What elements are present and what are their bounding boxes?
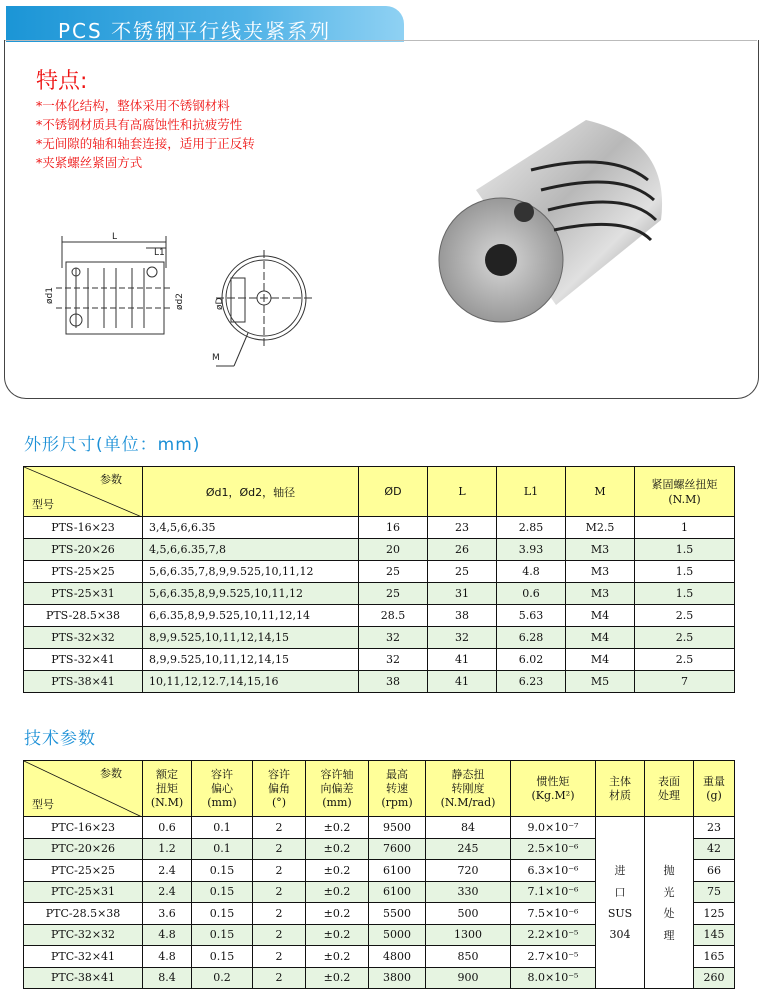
table-cell: 7.5×10⁻⁶ [511,903,596,925]
material-cell: 304 [596,924,645,946]
col-header: 主体 材质 [596,761,645,817]
col-header: 容许 偏角 (°) [253,761,306,817]
table-cell: 4,5,6,6.35,7,8 [143,539,359,561]
table-cell: 25 [359,583,428,605]
table-cell: 1 [635,517,735,539]
table-cell: 1.2 [143,838,192,860]
table-cell: PTS-28.5×38 [24,605,143,627]
table-cell: 38 [359,671,428,693]
table-cell: 7 [635,671,735,693]
table-row [24,881,735,903]
table-cell: 6.23 [497,671,566,693]
table-cell: 2.5 [635,605,735,627]
table-cell: 2.4 [143,860,192,882]
table-cell: PTC-32×32 [24,924,143,946]
table-cell: M2.5 [566,517,635,539]
dim-label-d2: ød2 [175,293,185,310]
table-cell: 20 [359,539,428,561]
surface-cell: 处 [645,903,694,925]
table-cell: 8,9,9.525,10,11,12,14,15 [143,649,359,671]
dim-label-l: L [112,232,118,242]
table-cell: 2.5×10⁻⁶ [511,838,596,860]
table-cell: PTC-38×41 [24,967,143,989]
table-cell: 75 [694,881,735,903]
table-cell: PTC-25×25 [24,860,143,882]
table-cell: 28.5 [359,605,428,627]
table-cell: 4.8 [497,561,566,583]
table-cell: 9500 [369,817,426,839]
table-row [24,561,735,583]
table-cell: 3.93 [497,539,566,561]
table-row [24,605,735,627]
table-cell: 6,6.35,8,9,9.525,10,11,12,14 [143,605,359,627]
material-cell [596,946,645,968]
col-header: L [428,467,497,517]
table-cell: ±0.2 [306,903,369,925]
table-cell: 2 [253,924,306,946]
col-header: M [566,467,635,517]
table-cell: PTC-20×26 [24,838,143,860]
table-cell: PTS-20×26 [24,539,143,561]
table-cell: 0.15 [192,860,253,882]
table-cell: 66 [694,860,735,882]
dimensions-title: 外形尺寸(单位：mm) [24,435,201,455]
features-list [36,96,255,172]
dim-label-m: M [212,353,220,363]
col-header: ØD [359,467,428,517]
table-cell: 2.85 [497,517,566,539]
col-header: 惯性矩 (Kg.M²) [511,761,596,817]
table-cell: 2 [253,903,306,925]
table-cell: 41 [428,649,497,671]
table-cell: 38 [428,605,497,627]
table-row [24,967,735,989]
table-cell: 32 [359,627,428,649]
table-row [24,860,735,882]
tech-title: 技术参数 [24,729,96,749]
table-cell: 10,11,12,12.7,14,15,16 [143,671,359,693]
table-cell: 1.5 [635,561,735,583]
table-cell: 7.1×10⁻⁶ [511,881,596,903]
table-cell: 900 [426,967,511,989]
table-row [24,517,735,539]
table-cell: 2 [253,946,306,968]
surface-cell: 抛 [645,860,694,882]
table-cell: 26 [428,539,497,561]
table-cell: 0.6 [143,817,192,839]
table-row [24,649,735,671]
table-cell: 125 [694,903,735,925]
table-cell: 25 [428,561,497,583]
table-cell: PTC-32×41 [24,946,143,968]
surface-cell [645,817,694,839]
col-header: 紧固螺丝扭矩 (N.M) [635,467,735,517]
material-cell: SUS [596,903,645,925]
table-cell: 6.28 [497,627,566,649]
table-row [24,924,735,946]
table-cell: M5 [566,671,635,693]
table-cell: 23 [428,517,497,539]
dim-label-D: øD [215,297,225,310]
table-cell: PTS-25×31 [24,583,143,605]
table-cell: 2 [253,881,306,903]
table-cell: 850 [426,946,511,968]
table-cell: 25 [359,561,428,583]
table-cell: PTS-38×41 [24,671,143,693]
table-cell: 2 [253,967,306,989]
tech-table [23,760,735,989]
table-cell: 32 [428,627,497,649]
table-cell: 720 [426,860,511,882]
table-cell: ±0.2 [306,881,369,903]
table-cell: 0.6 [497,583,566,605]
table-cell: 2 [253,838,306,860]
table-cell: 0.15 [192,903,253,925]
table-cell: 330 [426,881,511,903]
table-cell: ±0.2 [306,860,369,882]
feature-item: *一体化结构，整体采用不锈钢材料 [36,98,230,113]
table-cell: 1.5 [635,583,735,605]
table-cell: 2 [253,817,306,839]
table-cell: 84 [426,817,511,839]
table-cell: 4.8 [143,946,192,968]
table-cell: 0.15 [192,924,253,946]
col-header: 容许 偏心 (mm) [192,761,253,817]
surface-cell [645,946,694,968]
table-cell: 3,4,5,6,6.35 [143,517,359,539]
table-cell: 6.3×10⁻⁶ [511,860,596,882]
table-cell: 2.7×10⁻⁵ [511,946,596,968]
table-cell: 6100 [369,881,426,903]
col-header: 容许轴 向偏差 (mm) [306,761,369,817]
table-cell: 2.5 [635,649,735,671]
material-cell: 口 [596,881,645,903]
feature-item: *夹紧螺丝紧固方式 [36,155,143,170]
corner-header: 参数 型号 [24,467,143,517]
table-row [24,946,735,968]
table-cell: 9.0×10⁻⁷ [511,817,596,839]
table-cell: 5500 [369,903,426,925]
dimensions-table [23,466,735,693]
table-cell: M3 [566,583,635,605]
table-cell: 245 [426,838,511,860]
table-cell: 1.5 [635,539,735,561]
table-row [24,817,735,839]
table-cell: PTC-28.5×38 [24,903,143,925]
table-cell: M4 [566,605,635,627]
table-cell: 8,9,9.525,10,11,12,14,15 [143,627,359,649]
table-cell: 0.2 [192,967,253,989]
surface-cell [645,838,694,860]
col-header: 额定 扭矩 (N.M) [143,761,192,817]
table-cell: 3.6 [143,903,192,925]
table-cell: M3 [566,561,635,583]
table-cell: 6.02 [497,649,566,671]
col-header: Ød1，Ød2，轴径 [143,467,359,517]
surface-cell: 光 [645,881,694,903]
table-cell: 5.63 [497,605,566,627]
table-cell: 260 [694,967,735,989]
table-row [24,903,735,925]
table-cell: PTC-16×23 [24,817,143,839]
features-title: 特点: [36,69,88,94]
table-cell: 0.15 [192,881,253,903]
feature-item: *不锈钢材质具有高腐蚀性和抗疲劳性 [36,117,243,132]
table-cell: PTS-25×25 [24,561,143,583]
table-cell: 2 [253,860,306,882]
table-cell: 8.4 [143,967,192,989]
material-cell: 进 [596,860,645,882]
header-banner [6,6,404,42]
material-cell [596,967,645,989]
table-cell: 2.5 [635,627,735,649]
table-cell: PTS-32×41 [24,649,143,671]
table-cell: 5,6,6.35,8,9,9.525,10,11,12 [143,583,359,605]
table-cell: 41 [428,671,497,693]
col-header: 表面 处理 [645,761,694,817]
table-cell: ±0.2 [306,838,369,860]
surface-cell [645,967,694,989]
table-cell: 31 [428,583,497,605]
table-row [24,838,735,860]
table-cell: 0.1 [192,838,253,860]
table-cell: 4.8 [143,924,192,946]
table-row [24,539,735,561]
table-cell: 0.15 [192,946,253,968]
table-row [24,671,735,693]
table-row [24,583,735,605]
col-header: 静态扭 转刚度 (N.M/rad) [426,761,511,817]
table-row [24,627,735,649]
table-cell: 32 [359,649,428,671]
table-cell: 5,6,6.35,7,8,9,9.525,10,11,12 [143,561,359,583]
table-cell: 0.1 [192,817,253,839]
page-title: PCS 不锈钢平行线夹紧系列 [58,19,332,43]
table-cell: PTS-32×32 [24,627,143,649]
table-cell: 2.4 [143,881,192,903]
col-header: L1 [497,467,566,517]
table-cell: ±0.2 [306,967,369,989]
table-cell: 6100 [369,860,426,882]
table-cell: 7600 [369,838,426,860]
table-cell: 2.2×10⁻⁵ [511,924,596,946]
table-cell: PTC-25×31 [24,881,143,903]
feature-item: *无间隙的轴和轴套连接，适用于正反转 [36,136,255,151]
table-cell: 500 [426,903,511,925]
table-cell: 23 [694,817,735,839]
table-cell: ±0.2 [306,946,369,968]
table-cell: 3800 [369,967,426,989]
table-cell: M4 [566,649,635,671]
surface-cell: 理 [645,924,694,946]
table-cell: PTS-16×23 [24,517,143,539]
dim-label-d1: ød1 [45,287,55,304]
table-cell: 5000 [369,924,426,946]
product-photo [436,110,676,340]
table-cell: M4 [566,627,635,649]
technical-drawing [36,228,336,378]
material-cell [596,817,645,839]
table-cell: 145 [694,924,735,946]
table-cell: 8.0×10⁻⁵ [511,967,596,989]
table-cell: 4800 [369,946,426,968]
col-header: 最高 转速 (rpm) [369,761,426,817]
table-cell: 1300 [426,924,511,946]
table-cell: 16 [359,517,428,539]
table-cell: 165 [694,946,735,968]
table-cell: M3 [566,539,635,561]
material-cell [596,838,645,860]
table-cell: ±0.2 [306,817,369,839]
corner-header: 参数 型号 [24,761,143,817]
table-cell: 42 [694,838,735,860]
dim-label-l1: L1 [154,248,165,258]
col-header: 重量 (g) [694,761,735,817]
table-cell: ±0.2 [306,924,369,946]
